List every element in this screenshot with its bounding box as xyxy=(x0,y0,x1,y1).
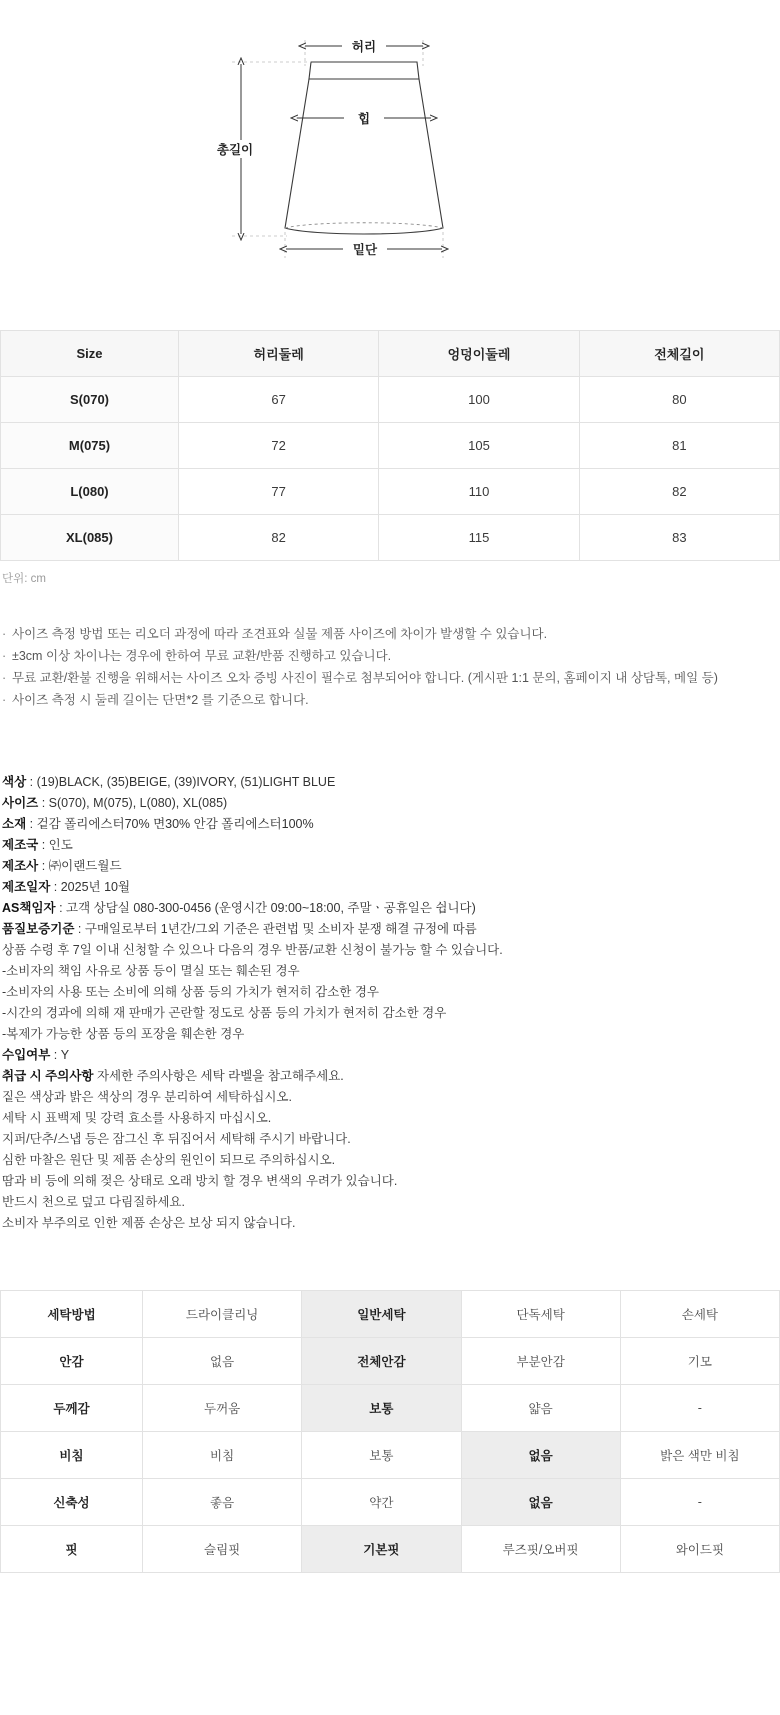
info-color xyxy=(2,772,778,793)
size-value-cell: 81 xyxy=(579,423,779,469)
skirt-measurement-diagram xyxy=(0,0,780,330)
care-option-cell: 비침 xyxy=(143,1432,302,1479)
care-option-cell: - xyxy=(620,1479,779,1526)
table-row xyxy=(1,1291,780,1338)
table-row xyxy=(1,469,780,515)
size-name-cell: S(070) xyxy=(1,377,179,423)
table-row xyxy=(1,1385,780,1432)
table-row xyxy=(1,377,780,423)
care-option-cell: 약간 xyxy=(302,1479,461,1526)
info-warranty xyxy=(2,919,778,940)
info-care-note: 소비자 부주의로 인한 제품 손상은 보상 되지 않습니다. xyxy=(2,1216,296,1230)
info-care-heading xyxy=(2,1066,778,1087)
info-return-case: -복제가 가능한 상품 등의 포장을 훼손한 경우 xyxy=(2,1027,245,1041)
info-size-label: 사이즈 xyxy=(2,796,39,810)
list-item: · 사이즈 측정 시 둘레 길이는 단면*2 를 기준으로 합니다. xyxy=(2,689,778,711)
care-option-cell-selected: 기본핏 xyxy=(302,1526,461,1573)
care-row-label: 세탁방법 xyxy=(1,1291,143,1338)
size-value-cell: 100 xyxy=(379,377,579,423)
info-maker xyxy=(2,856,778,877)
info-import-value: : Y xyxy=(50,1048,70,1062)
table-row xyxy=(1,1432,780,1479)
size-name-cell: M(075) xyxy=(1,423,179,469)
info-made-date-value: : 2025년 10월 xyxy=(50,880,131,894)
size-name-cell: L(080) xyxy=(1,469,179,515)
info-care-note: 심한 마찰은 원단 및 제품 손상의 원인이 되므로 주의하십시오. xyxy=(2,1153,336,1167)
size-value-cell: 82 xyxy=(579,469,779,515)
care-option-cell-selected: 보통 xyxy=(302,1385,461,1432)
info-care-value: 자세한 주의사항은 세탁 라벨을 참고해주세요. xyxy=(93,1069,344,1083)
info-return-case: -소비자의 사용 또는 소비에 의해 상품 등의 가치가 현저히 감소한 경우 xyxy=(2,985,379,999)
info-warranty-label: 품질보증기준 xyxy=(2,922,75,936)
care-row-label: 신축성 xyxy=(1,1479,143,1526)
table-row xyxy=(1,515,780,561)
info-care-note: 반드시 천으로 덮고 다림질하세요. xyxy=(2,1195,185,1209)
info-return-case: -시간의 경과에 의해 재 판매가 곤란할 정도로 상품 등의 가치가 현저히 감소한 경우 xyxy=(2,1006,447,1020)
info-color-value: : (19)BLACK, (35)BEIGE, (39)IVORY, (51)LIGHT BLUE xyxy=(26,775,336,789)
size-chart-header-row xyxy=(1,331,780,377)
care-option-cell-selected: 일반세탁 xyxy=(302,1291,461,1338)
care-row-label: 두께감 xyxy=(1,1385,143,1432)
info-origin-value: : 인도 xyxy=(38,838,73,852)
care-row-label: 핏 xyxy=(1,1526,143,1573)
care-option-cell: 밝은 색만 비침 xyxy=(620,1432,779,1479)
info-maker-value: : ㈜이랜드월드 xyxy=(38,859,122,873)
care-option-cell: - xyxy=(620,1385,779,1432)
info-made-date xyxy=(2,877,778,898)
care-row-label: 비침 xyxy=(1,1432,143,1479)
size-value-cell: 82 xyxy=(179,515,379,561)
size-name-cell: XL(085) xyxy=(1,515,179,561)
care-option-cell: 와이드핏 xyxy=(620,1526,779,1573)
info-as-value: : 고객 상담실 080-300-0456 (운영시간 09:00~18:00, 주말ㆍ공휴일은 쉽니다) xyxy=(55,901,476,915)
size-value-cell: 110 xyxy=(379,469,579,515)
size-notes-list xyxy=(0,599,780,711)
size-value-cell: 105 xyxy=(379,423,579,469)
fabric-care-table xyxy=(0,1290,780,1573)
list-item: · 무료 교환/환불 진행을 위해서는 사이즈 오차 증빙 사진이 필수로 첨부되어야 합니다. (게시판 1:1 문의, 홈페이지 내 상담톡, 메일 등) xyxy=(2,667,778,689)
care-option-cell-selected: 없음 xyxy=(461,1432,620,1479)
table-row xyxy=(1,1526,780,1573)
size-chart-table xyxy=(0,330,780,561)
diagram-label-hip: 힙 xyxy=(357,112,371,126)
table-row xyxy=(1,1479,780,1526)
size-value-cell: 72 xyxy=(179,423,379,469)
care-option-cell: 드라이클리닝 xyxy=(143,1291,302,1338)
info-material xyxy=(2,814,778,835)
care-option-cell: 얇음 xyxy=(461,1385,620,1432)
size-chart-header-cell: 전체길이 xyxy=(579,331,779,377)
care-option-cell: 루즈핏/오버핏 xyxy=(461,1526,620,1573)
info-as-contact xyxy=(2,898,778,919)
size-value-cell: 77 xyxy=(179,469,379,515)
info-import-label: 수입여부 xyxy=(2,1048,51,1062)
info-care-note: 세탁 시 표백제 및 강력 효소를 사용하지 마십시오. xyxy=(2,1111,272,1125)
size-chart-header-cell: Size xyxy=(1,331,179,377)
unit-note: 단위: cm xyxy=(2,573,46,585)
size-chart-header-cell: 엉덩이둘레 xyxy=(379,331,579,377)
care-option-cell: 두꺼움 xyxy=(143,1385,302,1432)
size-chart-header-cell: 허리둘레 xyxy=(179,331,379,377)
info-import xyxy=(2,1045,778,1066)
info-material-label: 소재 xyxy=(2,817,27,831)
info-material-value: : 겉감 폴리에스터70% 면30% 안감 폴리에스터100% xyxy=(26,817,314,831)
care-option-cell: 좋음 xyxy=(143,1479,302,1526)
info-return-case: -소비자의 책임 사유로 상품 등이 멸실 또는 훼손된 경우 xyxy=(2,964,300,978)
diagram-label-waist: 허리 xyxy=(351,40,377,54)
info-as-label: AS책임자 xyxy=(2,901,56,915)
info-size xyxy=(2,793,778,814)
care-option-cell: 기모 xyxy=(620,1338,779,1385)
info-care-note: 짙은 색상과 밝은 색상의 경우 분리하여 세탁하십시오. xyxy=(2,1090,292,1104)
care-option-cell: 부분안감 xyxy=(461,1338,620,1385)
care-option-cell-selected: 없음 xyxy=(461,1479,620,1526)
info-care-note: 지퍼/단추/스냅 등은 잠그신 후 뒤집어서 세탁해 주시기 바랍니다. xyxy=(2,1132,351,1146)
info-origin-label: 제조국 xyxy=(2,838,39,852)
table-row xyxy=(1,1338,780,1385)
info-care-note: 땀과 비 등에 의해 젖은 상태로 오래 방치 할 경우 변색의 우려가 있습니다. xyxy=(2,1174,398,1188)
care-option-cell: 손세탁 xyxy=(620,1291,779,1338)
size-value-cell: 83 xyxy=(579,515,779,561)
care-option-cell-selected: 전체안감 xyxy=(302,1338,461,1385)
info-made-date-label: 제조일자 xyxy=(2,880,51,894)
product-info-block xyxy=(0,724,780,1234)
diagram-label-hem: 밑단 xyxy=(352,243,378,257)
care-option-cell: 단독세탁 xyxy=(461,1291,620,1338)
care-option-cell: 슬림핏 xyxy=(143,1526,302,1573)
care-option-cell: 보통 xyxy=(302,1432,461,1479)
size-value-cell: 115 xyxy=(379,515,579,561)
size-value-cell: 80 xyxy=(579,377,779,423)
diagram-label-total-length: 총길이 xyxy=(216,143,254,157)
info-color-label: 색상 xyxy=(2,775,27,789)
info-size-value: : S(070), M(075), L(080), XL(085) xyxy=(38,796,228,810)
info-origin xyxy=(2,835,778,856)
info-maker-label: 제조사 xyxy=(2,859,39,873)
size-value-cell: 67 xyxy=(179,377,379,423)
care-row-label: 안감 xyxy=(1,1338,143,1385)
info-return-intro: 상품 수령 후 7일 이내 신청할 수 있으나 다음의 경우 반품/교환 신청이 불가능 할 수 있습니다. xyxy=(2,943,503,957)
list-item: · ±3cm 이상 차이나는 경우에 한하여 무료 교환/반품 진행하고 있습니다. xyxy=(2,645,778,667)
table-row xyxy=(1,423,780,469)
list-item: · 사이즈 측정 방법 또는 리오더 과정에 따라 조견표와 실물 제품 사이즈에 차이가 발생할 수 있습니다. xyxy=(2,623,778,645)
info-warranty-value: : 구매일로부터 1년간/그외 기준은 관련법 및 소비자 분쟁 해결 규정에 따름 xyxy=(74,922,477,936)
info-care-label: 취급 시 주의사항 xyxy=(2,1069,94,1083)
care-option-cell: 없음 xyxy=(143,1338,302,1385)
